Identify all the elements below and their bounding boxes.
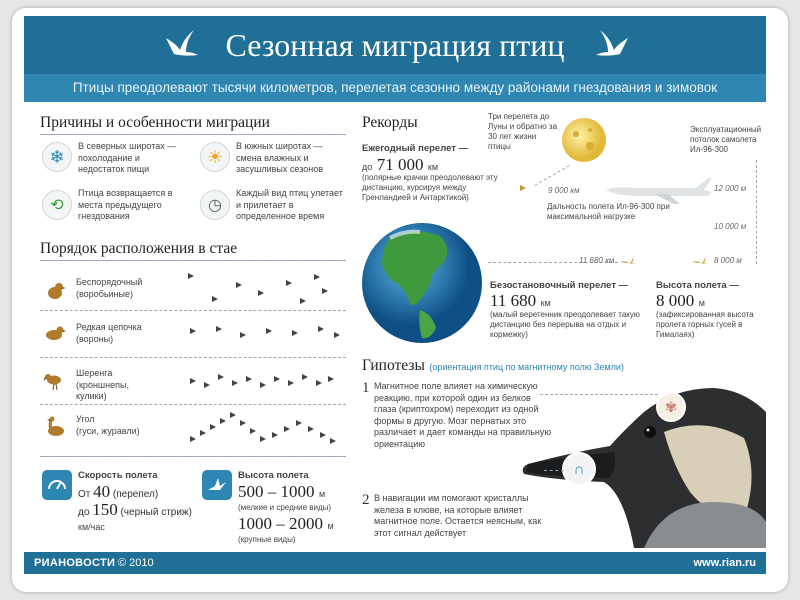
- return-arrows-icon: ⟲: [42, 190, 72, 220]
- flock-bird-marker: [232, 380, 238, 386]
- bird-up-icon: [202, 470, 232, 500]
- moon-icon: [560, 116, 608, 164]
- header-banner: [24, 16, 766, 102]
- curlew-icon: [44, 368, 66, 390]
- flock-bird-marker: [316, 380, 322, 386]
- plane-ceiling-note: Эксплуатационный потолок самолета Ил-96-300: [690, 125, 762, 154]
- flock-bird-marker: [314, 274, 320, 280]
- flock-bird-marker: [334, 332, 340, 338]
- height-record-value: 8 000 м: [656, 291, 705, 310]
- magnet-icon: ∩: [562, 452, 596, 486]
- speed-from: От 40 (перепел): [78, 482, 159, 501]
- nonstop-note: (малый веретенник преодолевает такую дистанцию без перерыва на отдых и кормежку): [490, 310, 640, 339]
- speed-title: Скорость полета: [78, 470, 158, 481]
- divider: [40, 134, 346, 135]
- flock-bird-marker: [300, 298, 306, 304]
- flock-bird-marker: [328, 376, 334, 382]
- hypothesis-number: 2: [362, 492, 370, 508]
- nonstop-title: Безостановочный перелет —: [490, 280, 629, 291]
- reason-item: Каждый вид птиц улетает и прилетает в определенное время: [236, 188, 343, 221]
- sun-icon: ☀: [200, 142, 230, 172]
- speedometer-icon: [42, 470, 72, 500]
- hypotheses-heading: Гипотезы (ориентация птиц по магнитному полю Земли): [362, 357, 624, 374]
- height-record-title: Высота полета —: [656, 280, 739, 291]
- distance-label: 9 000 км: [548, 186, 580, 195]
- nonstop-value: 11 680 км: [490, 291, 551, 310]
- flock-bird-marker: [260, 436, 266, 442]
- flock-bird-marker: [240, 420, 246, 426]
- moon-note: Три перелета до Луны и обратно за 30 лет жизни птицы: [488, 112, 558, 151]
- sparrow-icon: [44, 280, 66, 302]
- hypothesis-text: Магнитное поле влияет на химическую реакцию, при которой один из белков глаза (криптохром) переходит из одной формы в другую. Мозг пернатых это различает и дает команды на правильную ориентацию: [374, 381, 552, 449]
- flock-bird-marker: [260, 382, 266, 388]
- flock-bird-marker: [188, 273, 194, 279]
- flock-bird-marker: [216, 326, 222, 332]
- bird-icon: [692, 254, 708, 266]
- flock-bird-marker: [330, 438, 336, 444]
- hypothesis-number: 1: [362, 380, 370, 396]
- flock-row-label: Угол (гуси, журавли): [76, 414, 140, 436]
- bird-icon: [620, 254, 636, 266]
- flock-bird-marker: [318, 326, 324, 332]
- flock-bird-marker: [274, 376, 280, 382]
- flock-bird-marker: [296, 420, 302, 426]
- reasons-heading: Причины и особенности миграции: [40, 114, 270, 131]
- reason-item: Птица возвращается в места предыдущего гнездования: [78, 188, 173, 221]
- altitude-axis: [756, 160, 757, 264]
- flock-bird-marker: [302, 374, 308, 380]
- flock-bird-marker: [190, 436, 196, 442]
- height-note: (мелкие и средние виды): [238, 503, 332, 512]
- divider: [40, 260, 346, 261]
- height-record-note: (зафиксированная высота пролета горных гусей в Гималаях): [656, 310, 754, 339]
- raven-icon: [44, 322, 66, 344]
- flock-heading: Порядок расположения в стае: [40, 240, 238, 257]
- footer-link[interactable]: www.rian.ru: [693, 557, 756, 569]
- flock-bird-marker: [204, 382, 210, 388]
- height-title: Высота полета: [238, 470, 309, 481]
- distance-label: 11 680 км: [579, 256, 615, 265]
- reason-item: В северных широтах — похолодание и недостаток пищи: [78, 141, 177, 174]
- flock-row-label: Беспорядочный (воробьиные): [76, 277, 143, 299]
- hypothesis-text: В навигации им помогают кристаллы железа в клюве, на которые влияет магнитное поле. Остается неясным, как этот сигнал действует: [374, 493, 542, 538]
- globe-icon: [360, 218, 484, 348]
- flock-bird-marker: [210, 424, 216, 430]
- speed-unit: км/час: [78, 522, 105, 532]
- page-title: Сезонная миграция птиц: [225, 27, 565, 63]
- height-range-small: 500 – 1000 м: [238, 482, 326, 501]
- speed-to: до 150 (черный стриж): [78, 500, 192, 519]
- divider: [40, 456, 346, 457]
- goose-head-illustration: [514, 382, 766, 548]
- flock-bird-marker: [266, 328, 272, 334]
- flock-bird-marker: [212, 296, 218, 302]
- snowflake-icon: ❄: [42, 142, 72, 172]
- flock-bird-marker: [258, 290, 264, 296]
- flock-bird-marker: [230, 412, 236, 418]
- annual-note: (полярные крачки преодолевают эту дистанцию, курсируя между Гренландией и Антарктикой): [362, 173, 498, 202]
- footer-year: © 2010: [118, 557, 154, 569]
- flock-bird-marker: [320, 432, 326, 438]
- flock-bird-marker: [292, 330, 298, 336]
- flock-bird-marker: [190, 328, 196, 334]
- divider: [40, 357, 346, 358]
- flock-bird-marker: [272, 432, 278, 438]
- height-note: (крупные виды): [238, 535, 296, 544]
- flock-bird-marker: [250, 428, 256, 434]
- divider: [40, 404, 346, 405]
- flock-bird-marker: [240, 332, 246, 338]
- pointer-line: [540, 394, 658, 395]
- flock-bird-marker: [308, 426, 314, 432]
- annual-value: до 71 000 км: [362, 155, 439, 174]
- flock-row-label: Редкая цепочка (вороны): [76, 322, 142, 344]
- altitude-tick: 12 000 м: [714, 184, 747, 193]
- flock-bird-marker: [284, 426, 290, 432]
- flock-bird-marker: [246, 376, 252, 382]
- clock-icon: ◷: [200, 190, 230, 220]
- flock-bird-marker: [322, 288, 328, 294]
- altitude-tick: 8 000 м: [714, 256, 742, 265]
- footer-bar: [24, 552, 766, 574]
- pointer-line: [544, 470, 564, 471]
- route-marker: [520, 185, 526, 191]
- annual-title: Ежегодный перелет —: [362, 143, 469, 154]
- flock-bird-marker: [200, 430, 206, 436]
- flock-bird-marker: [218, 374, 224, 380]
- divider: [40, 310, 346, 311]
- height-range-large: 1000 – 2000 м: [238, 514, 334, 533]
- records-heading: Рекорды: [362, 114, 418, 131]
- goose-icon: [44, 416, 66, 438]
- plane-range-note: Дальность полета Ил-96-300 при максимальной нагрузке: [547, 202, 670, 221]
- footer-brand: РИАНОВОСТИ: [34, 557, 116, 569]
- page-subtitle: Птицы преодолевают тысячи километров, перелетая сезонно между районами гнездования и зимовок: [24, 74, 766, 102]
- brain-icon: ✾: [656, 392, 686, 422]
- altitude-tick: 10 000 м: [714, 222, 747, 231]
- flock-bird-marker: [288, 380, 294, 386]
- flock-row-label: Шеренга (кроншнепы, кулики): [76, 368, 129, 401]
- bird-icon: [594, 28, 630, 60]
- reason-item: В южных широтах — смена влажных и засушливых сезонов: [236, 141, 323, 174]
- flock-bird-marker: [220, 418, 226, 424]
- flock-bird-marker: [236, 282, 242, 288]
- flock-bird-marker: [190, 378, 196, 384]
- flock-bird-marker: [286, 280, 292, 286]
